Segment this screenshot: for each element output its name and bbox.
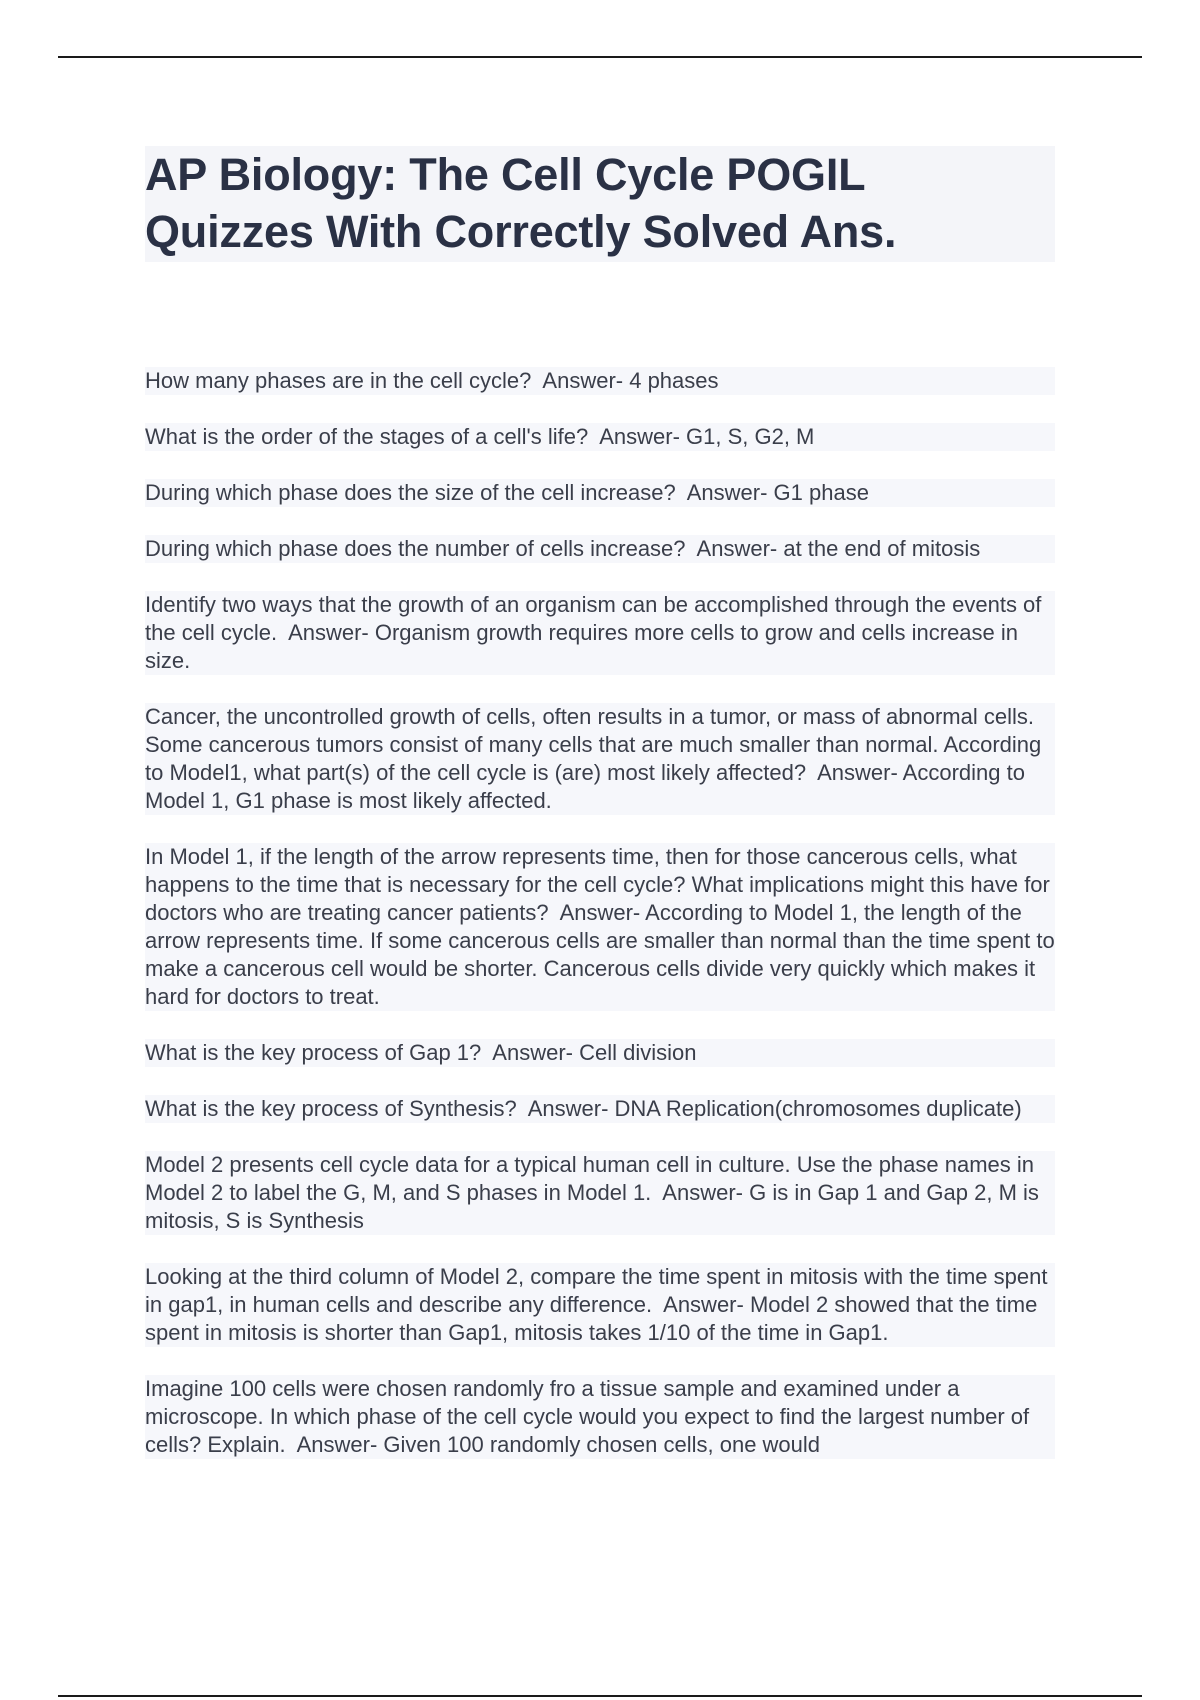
qa-item: Looking at the third column of Model 2, compare the time spent in mitosis with the time spent in gap1, in human cells and describe any difference. Answer- Model 2 showed that the time spent in mitosis is shorter than Gap1, mitosis takes 1/10 of the time in Gap1. bbox=[145, 1264, 1054, 1345]
qa-item: Identify two ways that the growth of an organism can be accomplished through the events of the cell cycle. Answer- Organism growth requires more cells to grow and cells increase in size. bbox=[145, 591, 1055, 675]
qa-item: During which phase does the number of cells increase? Answer- at the end of mitosis bbox=[145, 535, 1055, 563]
qa-item: Cancer, the uncontrolled growth of cells, often results in a tumor, or mass of abnormal cells. Some cancerous tumors consist of many cells that are much smaller than normal. According to Model1, what part(s) of the cell cycle is (are) most likely affected? Answer- According to Model 1, G1 phase is most likely affected. bbox=[145, 703, 1055, 815]
qa-item: How many phases are in the cell cycle? Answer- 4 phases bbox=[145, 367, 1055, 395]
qa-item: In Model 1, if the length of the arrow represents time, then for those cancerous cells, what happens to the time that is necessary for the cell cycle? What implications might this have for doctors who are treating cancer patients? Answer- According to Model 1, the length of the arrow represents time. If some cancerous cells are smaller than normal than the time spent to make a cancerous cell would be shorter. Cancerous cells divide very quickly which makes it hard for doctors to treat. bbox=[145, 844, 1061, 1009]
qa-list bbox=[145, 367, 1061, 1487]
top-divider bbox=[58, 56, 1142, 58]
page-title bbox=[145, 146, 1053, 260]
bottom-divider bbox=[58, 1695, 1142, 1697]
qa-item: What is the key process of Gap 1? Answer- Cell division bbox=[145, 1039, 1055, 1067]
qa-item: Imagine 100 cells were chosen randomly fro a tissue sample and examined under a microscope. In which phase of the cell cycle would you expect to find the largest number of cells? Explain. Answer- Given 100 randomly chosen cells, one would bbox=[145, 1375, 1055, 1459]
qa-item: What is the order of the stages of a cell's life? Answer- G1, S, G2, M bbox=[145, 423, 1055, 451]
qa-item: Model 2 presents cell cycle data for a typical human cell in culture. Use the phase names in Model 2 to label the G, M, and S phases in Model 1. Answer- G is in Gap 1 and Gap 2, M is mitosis, S is Synthesis bbox=[145, 1151, 1055, 1235]
title-line-1: AP Biology: The Cell Cycle POGIL bbox=[145, 149, 866, 200]
document-title bbox=[145, 146, 1055, 262]
title-line-2: Quizzes With Correctly Solved Ans. bbox=[145, 206, 897, 257]
qa-item: During which phase does the size of the cell increase? Answer- G1 phase bbox=[145, 479, 1055, 507]
qa-item: What is the key process of Synthesis? Answer- DNA Replication(chromosomes duplicate) bbox=[145, 1095, 1055, 1123]
